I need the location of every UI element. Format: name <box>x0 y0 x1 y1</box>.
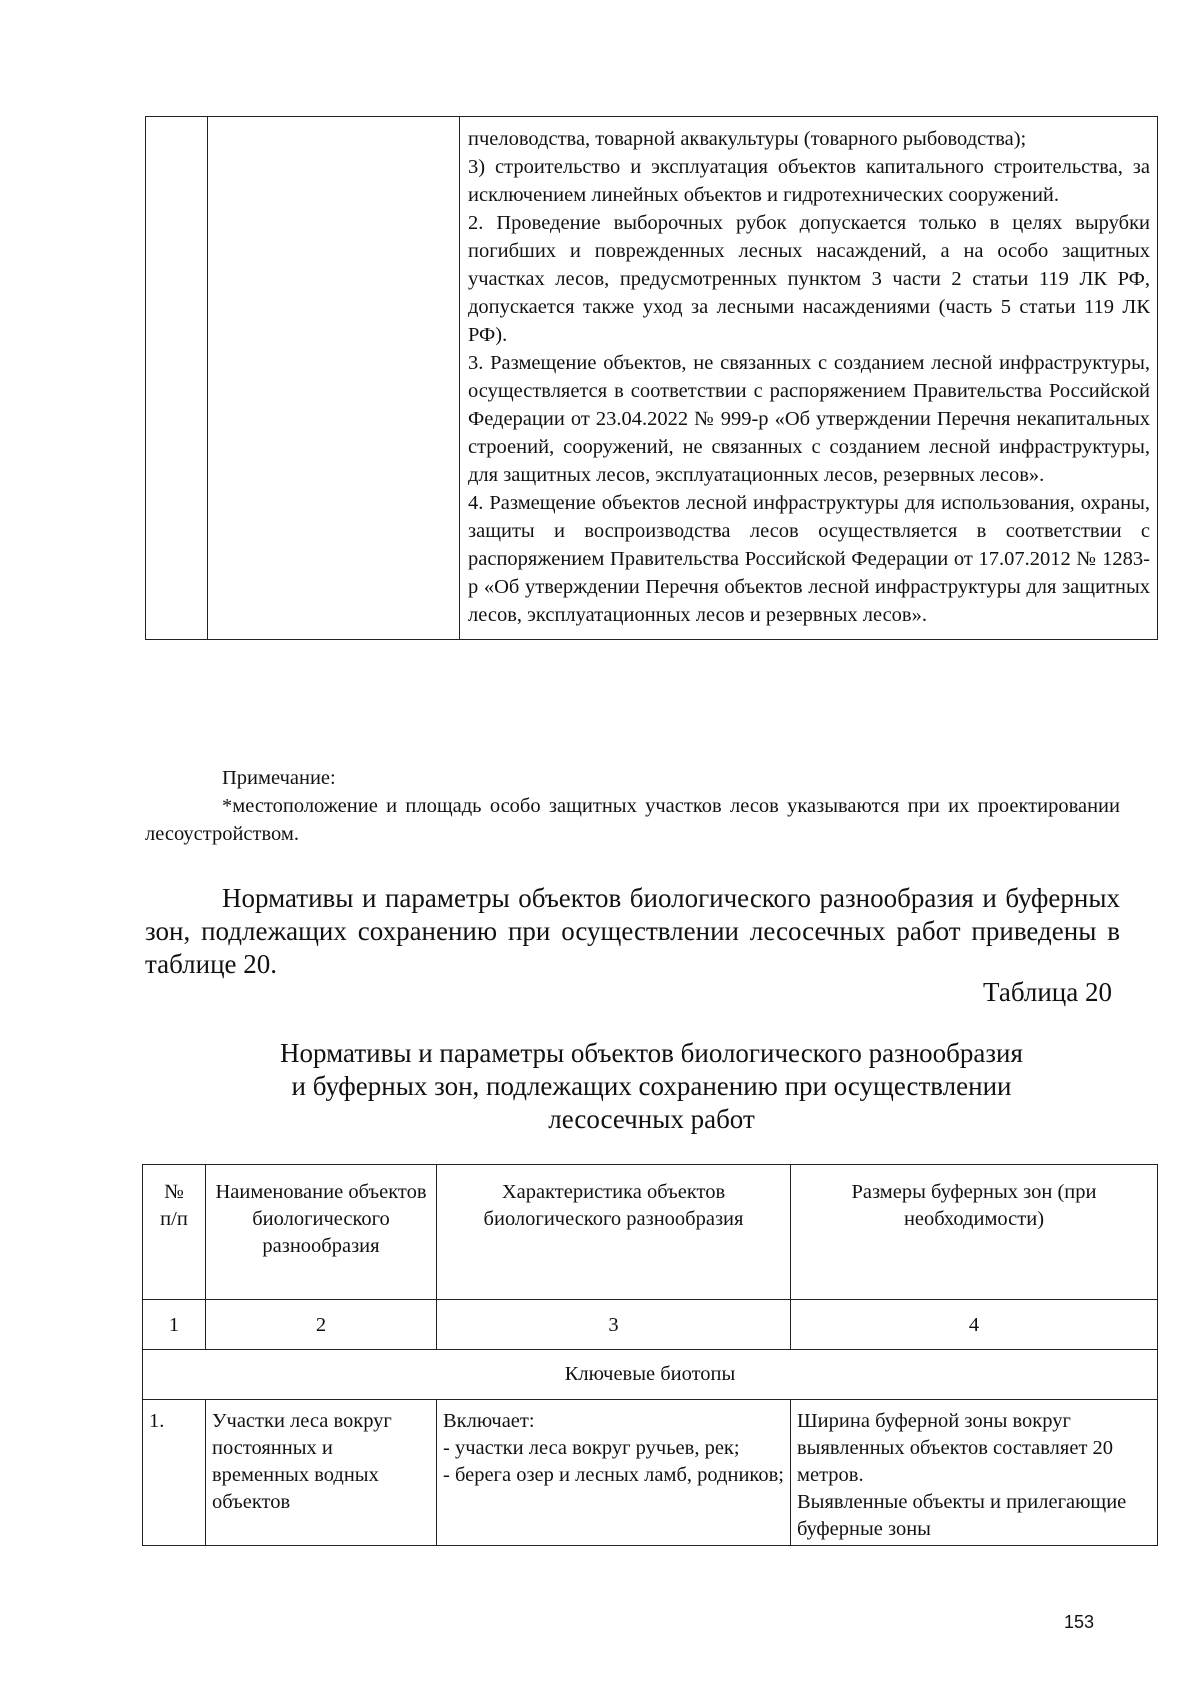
regulation-line: 2. Проведение выборочных рубок допускается только в целях вырубки погибших и поврежденных лесных насаждений, а на особо защитных участках лесов, предусмотренных пунктом 3 части 2 статьи 119 ЛК РФ, допускается также уход за лесными насаждениями (часть 5 статьи 119 ЛК РФ). <box>468 212 1150 346</box>
header-characteristic: Характеристика объектов биологического разнообразия <box>437 1165 791 1300</box>
characteristic-intro: Включает: <box>443 1410 535 1432</box>
header-name: Наименование объектов биологического разнообразия <box>206 1165 437 1300</box>
regulation-line: 3) строительство и эксплуатация объектов капитального строительства, за исключением линейных объектов и гидротехнических сооружений. <box>468 156 1150 206</box>
regulation-line: 4. Размещение объектов лесной инфраструктуры для использования, охраны, защиты и воспроизводства лесов осуществляется в соответствии с распоряжением Правительства Российской Федерации от 17.07.2012 № 1283-р «Об утверждении Перечня объектов лесной инфраструктуры для защитных лесов, эксплуатационных лесов и резервных лесов». <box>468 492 1150 626</box>
column-number: 3 <box>437 1300 791 1350</box>
header-number <box>143 1165 206 1300</box>
row-name: Участки леса вокруг постоянных и временных водных объектов <box>206 1400 437 1546</box>
column-numbers-row <box>143 1300 1158 1350</box>
characteristic-item: - участки леса вокруг ручьев, рек; <box>443 1437 740 1459</box>
header-text: № <box>164 1181 184 1203</box>
row-characteristic <box>437 1400 791 1546</box>
section-title: Ключевые биотопы <box>143 1350 1158 1400</box>
biodiversity-table <box>142 1164 1158 1546</box>
row-number: 1. <box>143 1400 206 1546</box>
table-cell-empty <box>208 117 460 640</box>
table-title-line: Нормативы и параметры объектов биологического разнообразия <box>280 1038 1023 1068</box>
row-buffer-size <box>791 1400 1158 1546</box>
column-number: 2 <box>206 1300 437 1350</box>
header-buffer-size: Размеры буферных зон (при необходимости) <box>791 1165 1158 1300</box>
section-row <box>143 1350 1158 1400</box>
buffer-text: Выявленные объекты и прилегающие буферные зоны <box>797 1491 1127 1540</box>
table-title-line: лесосечных работ <box>548 1104 755 1134</box>
regulation-line: 3. Размещение объектов, не связанных с созданием лесной инфраструктуры, осуществляется в соответствии с распоряжением Правительства Российской Федерации от 23.04.2022 № 999-р «Об утверждении Перечня некапитальных строений, сооружений, не связанных с созданием лесной инфраструктуры, для защитных лесов, эксплуатационных лесов, резервных лесов». <box>468 352 1150 486</box>
table-row <box>143 1400 1158 1546</box>
table-cell-empty <box>146 117 208 640</box>
table-title <box>145 1037 1158 1136</box>
column-number: 1 <box>143 1300 206 1350</box>
table-label: Таблица 20 <box>983 977 1112 1007</box>
note-label: Примечание: <box>222 767 336 789</box>
body-paragraph: Нормативы и параметры объектов биологического разнообразия и буферных зон, подлежащих сохранению при осуществлении лесосечных работ приведены в таблице 20. <box>145 883 1120 979</box>
regulation-line: пчеловодства, товарной аквакультуры (товарного рыбоводства); <box>468 128 1027 150</box>
column-number: 4 <box>791 1300 1158 1350</box>
header-text: п/п <box>160 1208 188 1230</box>
table-title-line: и буферных зон, подлежащих сохранению при осуществлении <box>291 1071 1012 1101</box>
note-block <box>145 764 1120 848</box>
buffer-text: Ширина буферной зоны вокруг выявленных объектов составляет 20 метров. <box>797 1410 1114 1486</box>
characteristic-item: - берега озер и лесных ламб, родников; <box>443 1464 784 1486</box>
note-text: *местоположение и площадь особо защитных участков лесов указываются при их проектировании лесоустройством. <box>145 795 1120 845</box>
table-row <box>146 117 1158 640</box>
continuation-table <box>145 116 1158 640</box>
regulations-cell <box>460 117 1158 640</box>
page-number: 153 <box>1064 1612 1095 1632</box>
table-header-row <box>143 1165 1158 1300</box>
